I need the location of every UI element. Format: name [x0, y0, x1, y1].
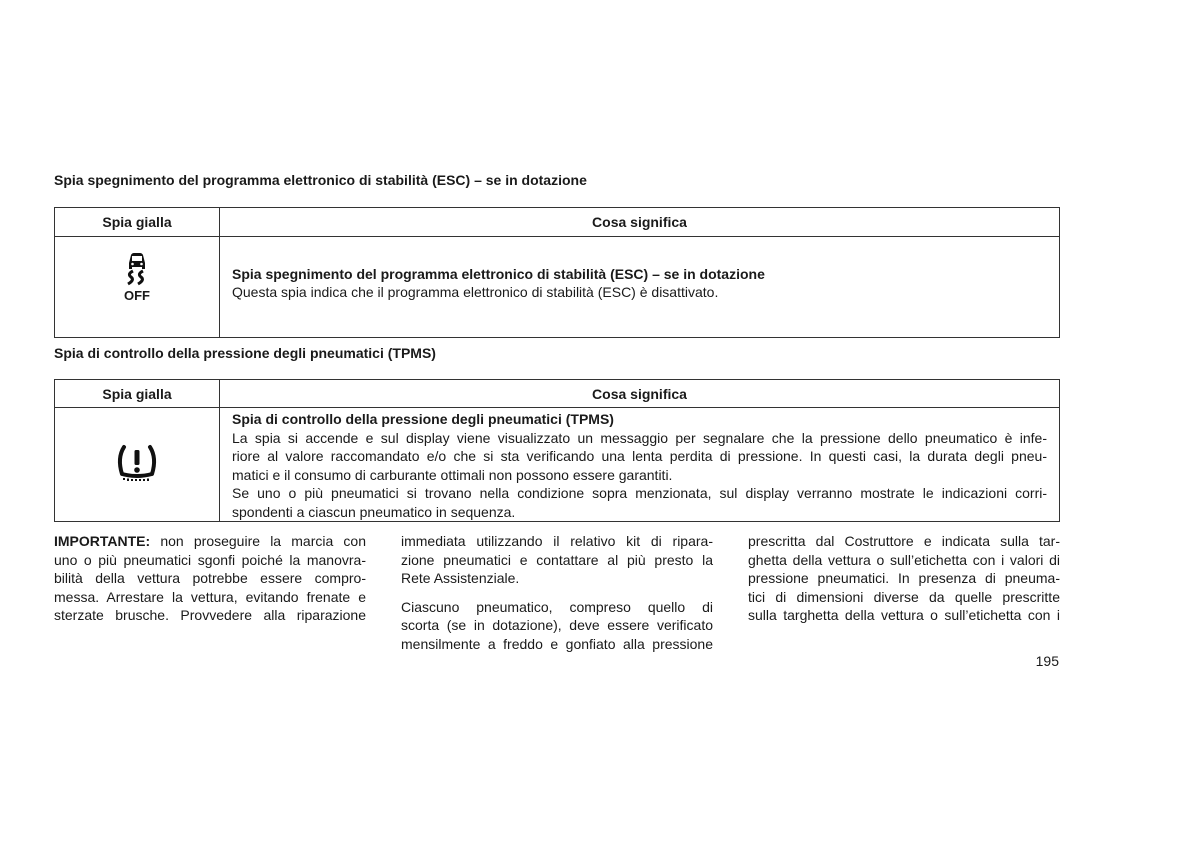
body-line: scorta (se in dotazione), deve essere verificato: [401, 617, 713, 633]
body-line: sterzate brusche. Provvedere alla riparazione: [54, 607, 366, 623]
important-label: IMPORTANTE:: [54, 533, 151, 549]
body-line: mensilmente a freddo e gonfiato alla pressione: [401, 635, 713, 652]
body-line: uno o più pneumatici sgonfi poiché la manovra-: [54, 551, 366, 568]
body-line-text: non proseguire la marcia con: [150, 533, 366, 549]
tpms-col-header-spia: Spia gialla: [55, 380, 220, 408]
esc-off-label: OFF: [124, 288, 150, 303]
tpms-icon-cell: [55, 408, 220, 522]
body-line: sulla targhetta della vettura o sull’etichetta con i: [748, 607, 1060, 623]
esc-col-header-significa: Cosa significa: [220, 208, 1060, 237]
body-line: prescritta dal Costruttore e indicata sulla tar-: [748, 533, 1060, 549]
esc-row-text: Questa spia indica che il programma elettronico di stabilità (ESC) è disattivato.: [232, 284, 719, 300]
body-line: immediata utilizzando il relativo kit di ripara-: [401, 533, 713, 549]
body-line: zione pneumatici e contattare al più presto la: [401, 551, 713, 568]
tpms-table: [54, 379, 1060, 522]
tpms-col-header-significa: Cosa significa: [220, 380, 1060, 408]
tpms-text-line: spondenti a ciascun pneumatico in sequenza.: [232, 503, 516, 520]
body-line: pressione pneumatici. In presenza di pneuma-: [748, 570, 1060, 586]
esc-table: [54, 207, 1060, 338]
body-line: [54, 532, 366, 551]
body-line: Rete Assistenziale.: [401, 570, 520, 586]
esc-section-title: Spia spegnimento del programma elettronico di stabilità (ESC) – se in dotazione: [54, 172, 587, 188]
body-line: bilità della vettura potrebbe essere compro-: [54, 570, 366, 586]
esc-icon-cell: [55, 237, 220, 338]
body-column-3: [748, 532, 1060, 625]
esc-row-title: Spia spegnimento del programma elettronico di stabilità (ESC) – se in dotazione: [232, 265, 765, 282]
body-line: ghetta della vettura o sull’etichetta con i valori di: [748, 551, 1060, 568]
esc-col-header-spia: Spia gialla: [55, 208, 220, 237]
tpms-row-title: Spia di controllo della pressione degli pneumatici (TPMS): [232, 411, 614, 427]
tpms-text-line: La spia si accende e sul display viene visualizzato un messaggio per segnalare che la pressione dello pneumatico è infe-: [232, 429, 1047, 446]
body-column-2: [401, 532, 713, 653]
body-line: tici di dimensioni diverse da quelle prescritte: [748, 588, 1060, 605]
body-line: Ciascuno pneumatico, compreso quello di: [401, 598, 713, 615]
tpms-section-title: Spia di controllo della pressione degli pneumatici (TPMS): [54, 345, 436, 361]
tpms-description-cell: [220, 408, 1060, 522]
tpms-text-line: matici e il consumo di carburante ottimali non possono essere garantiti.: [232, 466, 673, 483]
tpms-text-line: riore al valore raccomandato e/o che si sta verificando una lenta perdita di pressione. In questi casi, la durata degli pneu-: [232, 448, 1047, 464]
esc-description-cell: [220, 237, 1060, 338]
tire-pressure-warning-icon: [114, 469, 160, 485]
page-number: 195: [1035, 653, 1059, 669]
esc-off-icon: [120, 251, 154, 302]
body-column-1: [54, 532, 366, 625]
body-line: messa. Arrestare la vettura, evitando frenate e: [54, 588, 366, 605]
tpms-text-line: Se uno o più pneumatici si trovano nella condizione sopra menzionata, sul display verranno mostrate le indicazioni corri-: [232, 485, 1047, 501]
